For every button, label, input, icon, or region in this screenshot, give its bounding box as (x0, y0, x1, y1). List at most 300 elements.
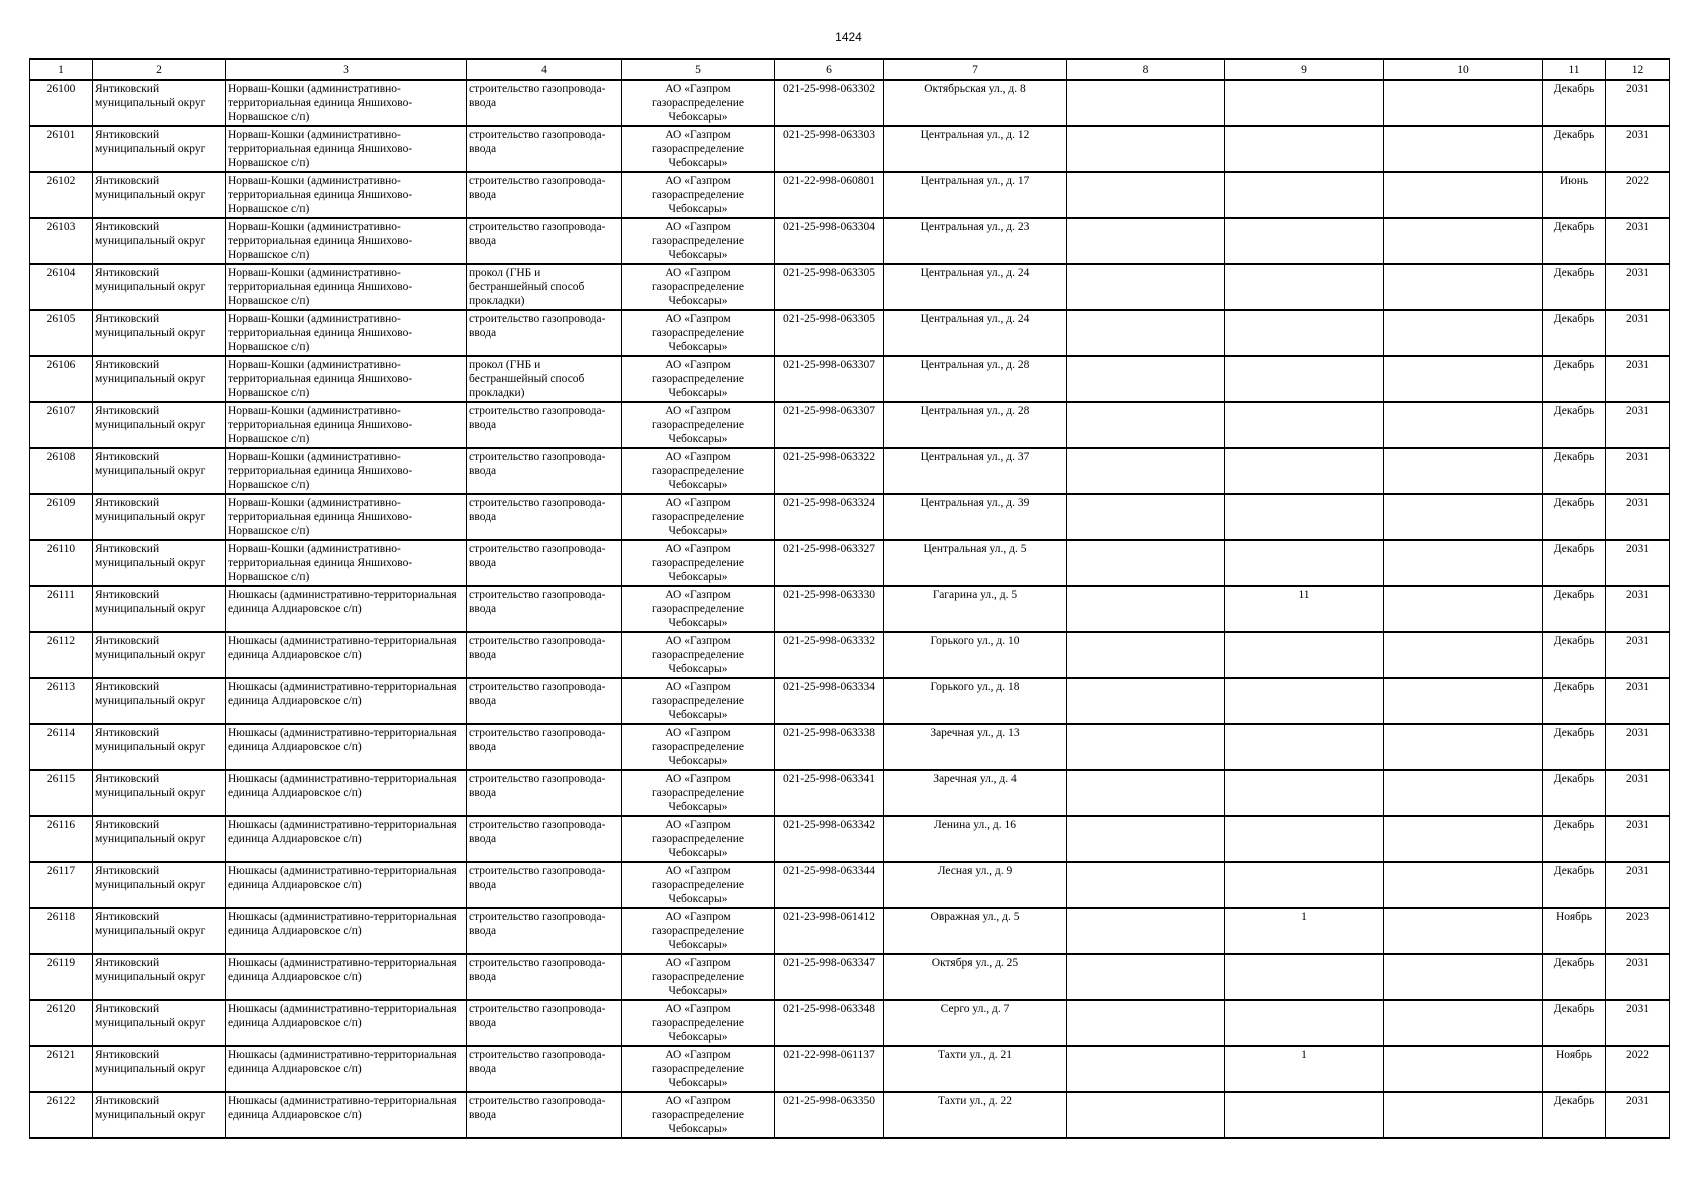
year-cell-text: 2031 (1626, 405, 1649, 417)
table-row (30, 1046, 1670, 1092)
col9-cell (1225, 402, 1384, 448)
year-cell-text: 2031 (1626, 451, 1649, 463)
col8-cell (1067, 540, 1225, 586)
address-cell (884, 770, 1067, 816)
locality-cell (226, 310, 467, 356)
object-code-cell-text: 021-25-998-063332 (783, 635, 875, 647)
year-cell-text: 2031 (1626, 635, 1649, 647)
work-type-cell (467, 770, 622, 816)
district-cell-text: Янтиковский муниципальный округ (95, 865, 206, 891)
work-type-cell-text: строительство газопровода-ввода (469, 819, 606, 845)
locality-cell (226, 954, 467, 1000)
address-cell (884, 264, 1067, 310)
locality-cell-text: Норваш-Кошки (административно-территориальная единица Яншихово-Норвашское с/п) (228, 405, 413, 445)
address-cell-text: Центральная ул., д. 12 (920, 129, 1030, 141)
year-cell (1606, 1092, 1670, 1138)
col9-cell-text (1227, 680, 1381, 723)
year-cell (1606, 632, 1670, 678)
row-number-text: 26113 (46, 681, 76, 693)
row-number-text: 26119 (46, 957, 76, 969)
work-type-cell (467, 724, 622, 770)
month-cell-text: Декабрь (1553, 957, 1595, 969)
object-code-cell-text: 021-25-998-063350 (783, 1095, 875, 1107)
col9-cell (1225, 264, 1384, 310)
col8-cell-text (1069, 1048, 1222, 1091)
organization-cell (622, 402, 775, 448)
locality-cell-text: Нюшкасы (административно-территориальная единица Алдиаровское с/п) (228, 589, 457, 615)
address-cell (884, 172, 1067, 218)
table-row (30, 310, 1670, 356)
column-header: 2 (93, 59, 226, 80)
row-number (30, 724, 93, 770)
col9-cell (1225, 1092, 1384, 1138)
month-cell (1543, 632, 1606, 678)
object-code-cell (775, 862, 884, 908)
row-number (30, 540, 93, 586)
district-cell-text: Янтиковский муниципальный округ (95, 267, 206, 293)
col9-cell (1225, 908, 1384, 954)
table-row (30, 1092, 1670, 1138)
object-code-cell (775, 1046, 884, 1092)
district-cell (93, 80, 226, 126)
work-type-cell-text: строительство газопровода-ввода (469, 405, 606, 431)
district-cell (93, 172, 226, 218)
district-cell (93, 770, 226, 816)
col9-cell (1225, 678, 1384, 724)
address-cell-text: Центральная ул., д. 24 (920, 267, 1030, 279)
address-cell (884, 1092, 1067, 1138)
year-cell (1606, 494, 1670, 540)
locality-cell-text: Нюшкасы (административно-территориальная единица Алдиаровское с/п) (228, 819, 457, 845)
district-cell (93, 264, 226, 310)
column-header: 10 (1384, 59, 1543, 80)
object-code-cell (775, 448, 884, 494)
organization-cell (622, 724, 775, 770)
locality-cell (226, 724, 467, 770)
district-cell (93, 494, 226, 540)
col10-cell (1384, 816, 1543, 862)
work-type-cell (467, 310, 622, 356)
table-row (30, 494, 1670, 540)
locality-cell-text: Норваш-Кошки (административно-территориальная единица Яншихово-Норвашское с/п) (228, 175, 413, 215)
month-cell (1543, 448, 1606, 494)
organization-cell (622, 862, 775, 908)
col10-cell-text (1386, 726, 1540, 769)
col8-cell (1067, 1000, 1225, 1046)
district-cell-text: Янтиковский муниципальный округ (95, 313, 206, 339)
col10-cell (1384, 448, 1543, 494)
organization-cell-text: АО «Газпром газораспределение Чебоксары» (651, 359, 745, 399)
row-number-text: 26108 (46, 451, 76, 463)
col10-cell-text (1386, 818, 1540, 861)
organization-cell-text: АО «Газпром газораспределение Чебоксары» (651, 865, 745, 905)
organization-cell-text: АО «Газпром газораспределение Чебоксары» (651, 911, 745, 951)
locality-cell (226, 1092, 467, 1138)
row-number (30, 218, 93, 264)
table-row (30, 586, 1670, 632)
locality-cell-text: Нюшкасы (административно-территориальная единица Алдиаровское с/п) (228, 1049, 457, 1075)
organization-cell-text: АО «Газпром газораспределение Чебоксары» (651, 1095, 745, 1135)
year-cell (1606, 264, 1670, 310)
address-cell-text: Центральная ул., д. 17 (920, 175, 1030, 187)
organization-cell (622, 310, 775, 356)
month-cell-text: Декабрь (1553, 635, 1595, 647)
row-number (30, 908, 93, 954)
district-cell (93, 632, 226, 678)
row-number (30, 172, 93, 218)
col9-cell-text (1227, 956, 1381, 999)
district-cell-text: Янтиковский муниципальный округ (95, 773, 206, 799)
col10-cell (1384, 218, 1543, 264)
year-cell-text: 2031 (1626, 589, 1649, 601)
year-cell-text: 2031 (1626, 267, 1649, 279)
col10-cell (1384, 172, 1543, 218)
year-cell-text: 2031 (1626, 727, 1649, 739)
row-number (30, 586, 93, 632)
object-code-cell (775, 356, 884, 402)
year-cell-text: 2023 (1626, 911, 1649, 923)
district-cell (93, 816, 226, 862)
col9-cell-text (1227, 818, 1381, 861)
work-type-cell-text: строительство газопровода-ввода (469, 865, 606, 891)
work-type-cell-text: прокол (ГНБ и бестраншейный способ прокладки) (469, 267, 585, 307)
col10-cell-text (1386, 404, 1540, 447)
col9-cell (1225, 172, 1384, 218)
month-cell (1543, 1000, 1606, 1046)
year-cell-text: 2031 (1626, 129, 1649, 141)
col10-cell-text (1386, 220, 1540, 263)
month-cell (1543, 1046, 1606, 1092)
organization-cell (622, 494, 775, 540)
row-number (30, 862, 93, 908)
month-cell (1543, 816, 1606, 862)
col9-cell-text (1227, 772, 1381, 815)
row-number-text: 26103 (46, 221, 76, 233)
district-cell (93, 448, 226, 494)
district-cell (93, 586, 226, 632)
month-cell-text: Декабрь (1553, 359, 1595, 371)
col9-cell (1225, 1046, 1384, 1092)
locality-cell-text: Норваш-Кошки (административно-территориальная единица Яншихово-Норвашское с/п) (228, 267, 413, 307)
object-code-cell-text: 021-25-998-063330 (783, 589, 875, 601)
district-cell-text: Янтиковский муниципальный округ (95, 1095, 206, 1121)
organization-cell-text: АО «Газпром газораспределение Чебоксары» (651, 313, 745, 353)
object-code-cell-text: 021-25-998-063334 (783, 681, 875, 693)
col10-cell-text (1386, 266, 1540, 309)
locality-cell (226, 632, 467, 678)
work-type-cell-text: строительство газопровода-ввода (469, 129, 606, 155)
address-cell (884, 402, 1067, 448)
address-cell-text: Центральная ул., д. 28 (920, 405, 1030, 417)
district-cell (93, 678, 226, 724)
address-cell-text: Центральная ул., д. 37 (920, 451, 1030, 463)
year-cell (1606, 816, 1670, 862)
year-cell (1606, 586, 1670, 632)
year-cell-text: 2031 (1626, 957, 1649, 969)
object-code-cell (775, 770, 884, 816)
organization-cell (622, 954, 775, 1000)
object-code-cell-text: 021-25-998-063305 (783, 313, 875, 325)
row-number (30, 310, 93, 356)
col9-cell-text (1227, 634, 1381, 677)
work-type-cell (467, 218, 622, 264)
table-row (30, 678, 1670, 724)
organization-cell-text: АО «Газпром газораспределение Чебоксары» (651, 543, 745, 583)
year-cell-text: 2031 (1626, 819, 1649, 831)
month-cell-text: Декабрь (1553, 405, 1595, 417)
col8-cell-text (1069, 818, 1222, 861)
organization-cell-text: АО «Газпром газораспределение Чебоксары» (651, 1049, 745, 1089)
object-code-cell-text: 021-25-998-063307 (783, 359, 875, 371)
month-cell (1543, 402, 1606, 448)
col9-cell-text (1227, 864, 1381, 907)
col8-cell-text (1069, 1002, 1222, 1045)
work-type-cell (467, 816, 622, 862)
col10-cell-text (1386, 358, 1540, 401)
address-cell (884, 586, 1067, 632)
organization-cell-text: АО «Газпром газораспределение Чебоксары» (651, 267, 745, 307)
col10-cell-text (1386, 496, 1540, 539)
locality-cell-text: Норваш-Кошки (административно-территориальная единица Яншихово-Норвашское с/п) (228, 221, 413, 261)
district-cell (93, 1046, 226, 1092)
year-cell-text: 2031 (1626, 1095, 1649, 1107)
col9-cell (1225, 126, 1384, 172)
district-cell-text: Янтиковский муниципальный округ (95, 589, 206, 615)
work-type-cell-text: строительство газопровода-ввода (469, 957, 606, 983)
month-cell (1543, 770, 1606, 816)
organization-cell-text: АО «Газпром газораспределение Чебоксары» (651, 773, 745, 813)
locality-cell-text: Норваш-Кошки (административно-территориальная единица Яншихово-Норвашское с/п) (228, 451, 413, 491)
col10-cell-text (1386, 956, 1540, 999)
year-cell-text: 2031 (1626, 543, 1649, 555)
organization-cell-text: АО «Газпром газораспределение Чебоксары» (651, 497, 745, 537)
object-code-cell-text: 021-25-998-063304 (783, 221, 875, 233)
col9-cell-text (1227, 404, 1381, 447)
locality-cell (226, 862, 467, 908)
col10-cell-text (1386, 1048, 1540, 1091)
district-cell-text: Янтиковский муниципальный округ (95, 911, 206, 937)
organization-cell-text: АО «Газпром газораспределение Чебоксары» (651, 221, 745, 261)
work-type-cell (467, 356, 622, 402)
month-cell-text: Декабрь (1553, 543, 1595, 555)
year-cell (1606, 1000, 1670, 1046)
data-table (29, 58, 1670, 1139)
organization-cell-text: АО «Газпром газораспределение Чебоксары» (651, 175, 745, 215)
col8-cell-text (1069, 312, 1222, 355)
address-cell (884, 80, 1067, 126)
column-header: 12 (1606, 59, 1670, 80)
work-type-cell-text: строительство газопровода-ввода (469, 313, 606, 339)
table-row (30, 356, 1670, 402)
locality-cell-text: Нюшкасы (административно-территориальная единица Алдиаровское с/п) (228, 773, 457, 799)
col8-cell (1067, 954, 1225, 1000)
column-header: 3 (226, 59, 467, 80)
row-number (30, 126, 93, 172)
col9-cell (1225, 862, 1384, 908)
row-number (30, 402, 93, 448)
row-number-text: 26106 (46, 359, 76, 371)
col9-cell (1225, 770, 1384, 816)
row-number-text: 26102 (46, 175, 76, 187)
work-type-cell-text: строительство газопровода-ввода (469, 83, 606, 109)
work-type-cell-text: строительство газопровода-ввода (469, 221, 606, 247)
object-code-cell (775, 678, 884, 724)
col8-cell (1067, 356, 1225, 402)
col10-cell (1384, 678, 1543, 724)
row-number (30, 1046, 93, 1092)
row-number-text: 26117 (46, 865, 76, 877)
row-number-text: 26111 (47, 589, 75, 601)
address-cell (884, 310, 1067, 356)
col10-cell (1384, 586, 1543, 632)
object-code-cell-text: 021-25-998-063322 (783, 451, 875, 463)
row-number (30, 1092, 93, 1138)
col10-cell-text (1386, 542, 1540, 585)
month-cell-text: Декабрь (1553, 819, 1595, 831)
month-cell (1543, 126, 1606, 172)
table-row (30, 816, 1670, 862)
locality-cell (226, 540, 467, 586)
year-cell (1606, 724, 1670, 770)
locality-cell-text: Нюшкасы (административно-территориальная единица Алдиаровское с/п) (228, 635, 457, 661)
col8-cell (1067, 724, 1225, 770)
address-cell (884, 540, 1067, 586)
col9-cell (1225, 724, 1384, 770)
col10-cell-text (1386, 128, 1540, 171)
col10-cell-text (1386, 772, 1540, 815)
table-row (30, 126, 1670, 172)
object-code-cell-text: 021-25-998-063342 (783, 819, 875, 831)
object-code-cell-text: 021-25-998-063338 (783, 727, 875, 739)
organization-cell-text: АО «Газпром газораспределение Чебоксары» (651, 405, 745, 445)
table-row (30, 1000, 1670, 1046)
col10-cell-text (1386, 864, 1540, 907)
locality-cell-text: Норваш-Кошки (административно-территориальная единица Яншихово-Норвашское с/п) (228, 359, 413, 399)
row-number-text: 26109 (46, 497, 76, 509)
col9-cell (1225, 586, 1384, 632)
address-cell (884, 218, 1067, 264)
table-row (30, 770, 1670, 816)
col8-cell (1067, 586, 1225, 632)
organization-cell-text: АО «Газпром газораспределение Чебоксары» (651, 83, 745, 123)
col9-cell-text (1227, 82, 1381, 125)
month-cell-text: Декабрь (1553, 267, 1595, 279)
address-cell (884, 448, 1067, 494)
address-cell-text: Ленина ул., д. 16 (934, 819, 1016, 831)
year-cell-text: 2031 (1626, 865, 1649, 877)
month-cell (1543, 80, 1606, 126)
row-number-text: 26107 (46, 405, 76, 417)
object-code-cell (775, 218, 884, 264)
locality-cell (226, 586, 467, 632)
year-cell (1606, 310, 1670, 356)
work-type-cell (467, 126, 622, 172)
organization-cell-text: АО «Газпром газораспределение Чебоксары» (651, 819, 745, 859)
organization-cell (622, 356, 775, 402)
organization-cell (622, 218, 775, 264)
object-code-cell-text: 021-25-998-063347 (783, 957, 875, 969)
col8-cell-text (1069, 1094, 1222, 1137)
object-code-cell (775, 632, 884, 678)
organization-cell (622, 586, 775, 632)
year-cell (1606, 402, 1670, 448)
col9-cell-text (1227, 220, 1381, 263)
organization-cell (622, 816, 775, 862)
address-cell (884, 126, 1067, 172)
table-row (30, 218, 1670, 264)
locality-cell (226, 770, 467, 816)
year-cell (1606, 1046, 1670, 1092)
table-row (30, 632, 1670, 678)
year-cell-text: 2031 (1626, 1003, 1649, 1015)
year-cell (1606, 770, 1670, 816)
year-cell (1606, 448, 1670, 494)
address-cell-text: Центральная ул., д. 28 (920, 359, 1030, 371)
work-type-cell (467, 1000, 622, 1046)
month-cell (1543, 862, 1606, 908)
locality-cell-text: Норваш-Кошки (административно-территориальная единица Яншихово-Норвашское с/п) (228, 313, 413, 353)
address-cell-text: Серго ул., д. 7 (940, 1003, 1010, 1015)
district-cell (93, 356, 226, 402)
work-type-cell-text: строительство газопровода-ввода (469, 1095, 606, 1121)
col9-cell (1225, 816, 1384, 862)
object-code-cell-text: 021-22-998-061137 (783, 1049, 875, 1061)
row-number (30, 632, 93, 678)
month-cell-text: Декабрь (1553, 865, 1595, 877)
locality-cell (226, 264, 467, 310)
address-cell-text: Заречная ул., д. 4 (933, 773, 1017, 785)
column-header: 8 (1067, 59, 1225, 80)
locality-cell-text: Нюшкасы (административно-территориальная единица Алдиаровское с/п) (228, 865, 457, 891)
col8-cell-text (1069, 772, 1222, 815)
organization-cell (622, 678, 775, 724)
col8-cell-text (1069, 358, 1222, 401)
work-type-cell (467, 862, 622, 908)
col10-cell-text (1386, 680, 1540, 723)
address-cell-text: Гагарина ул., д. 5 (932, 589, 1018, 601)
col8-cell-text (1069, 588, 1222, 631)
object-code-cell (775, 1092, 884, 1138)
col8-cell-text (1069, 450, 1222, 493)
column-header: 11 (1543, 59, 1606, 80)
district-cell (93, 218, 226, 264)
district-cell-text: Янтиковский муниципальный округ (95, 359, 206, 385)
address-cell (884, 862, 1067, 908)
work-type-cell (467, 1092, 622, 1138)
col9-cell-text: 1 (1301, 1049, 1307, 1061)
work-type-cell-text: строительство газопровода-ввода (469, 727, 606, 753)
col10-cell (1384, 310, 1543, 356)
col9-cell (1225, 310, 1384, 356)
col8-cell-text (1069, 542, 1222, 585)
address-cell (884, 632, 1067, 678)
month-cell-text: Декабрь (1553, 1095, 1595, 1107)
col9-cell (1225, 448, 1384, 494)
month-cell (1543, 954, 1606, 1000)
column-header: 5 (622, 59, 775, 80)
row-number-text: 26121 (46, 1049, 76, 1061)
district-cell (93, 862, 226, 908)
work-type-cell-text: строительство газопровода-ввода (469, 773, 606, 799)
object-code-cell (775, 724, 884, 770)
row-number-text: 26122 (46, 1095, 76, 1107)
header-row (30, 59, 1670, 80)
column-header: 9 (1225, 59, 1384, 80)
locality-cell-text: Нюшкасы (административно-территориальная единица Алдиаровское с/п) (228, 727, 457, 753)
district-cell (93, 908, 226, 954)
organization-cell (622, 1046, 775, 1092)
work-type-cell-text: строительство газопровода-ввода (469, 911, 606, 937)
